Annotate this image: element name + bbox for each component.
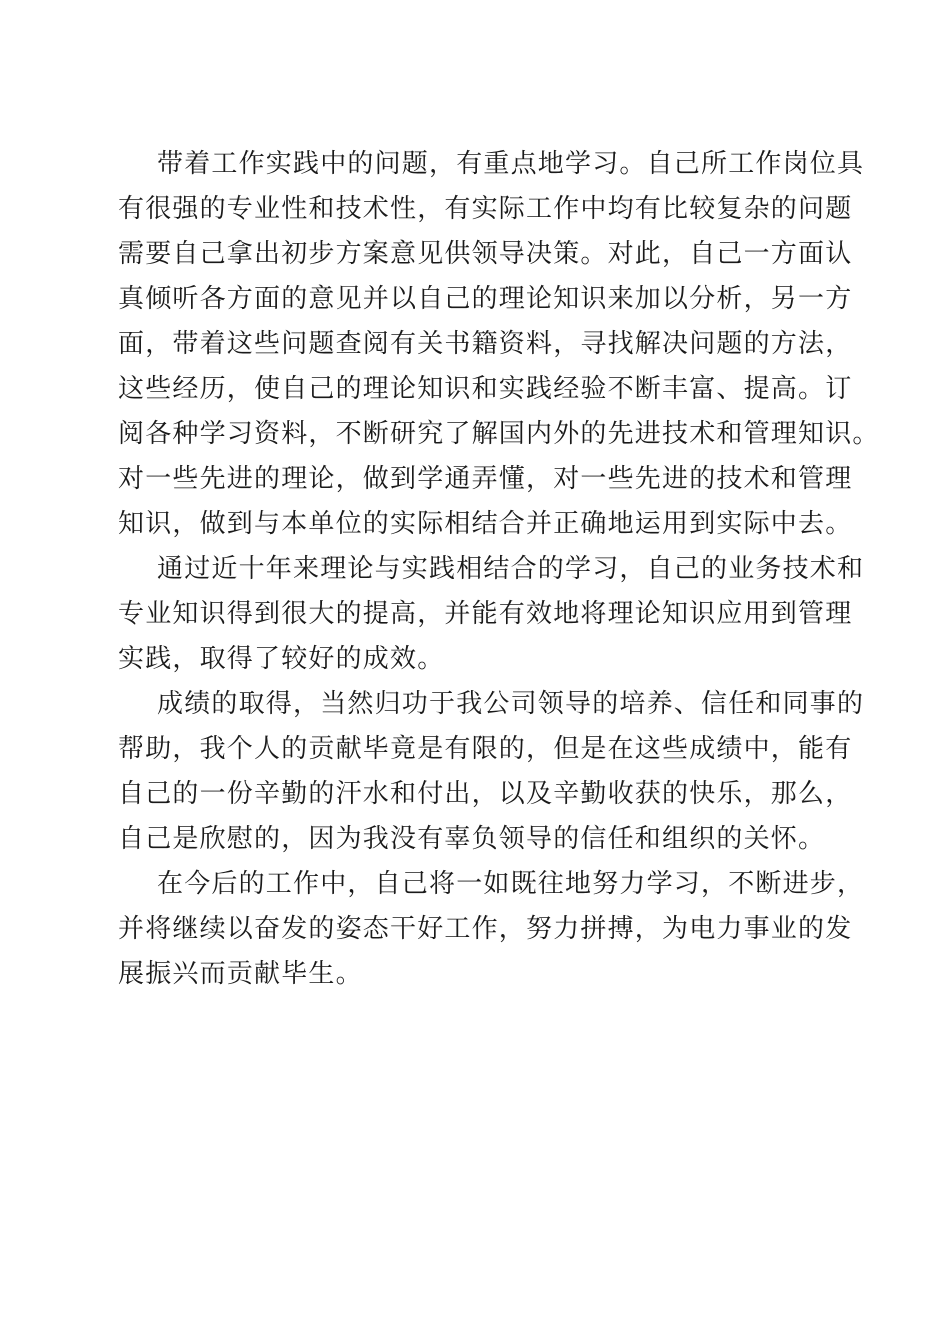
paragraph-1-line-1: 带着工作实践中的问题，有重点地学习。自己所工作岗位具: [157, 149, 865, 179]
paragraph-3-line-2: 帮助，我个人的贡献毕竟是有限的，但是在这些成绩中，能有: [118, 734, 853, 764]
paragraph-1-line-4: 真倾听各方面的意见并以自己的理论知识来加以分析，另一方: [118, 284, 853, 314]
paragraph-3-line-4: 自己是欣慰的，因为我没有辜负领导的信任和组织的关怀。: [118, 824, 826, 854]
document-body: [118, 142, 880, 997]
paragraph-1-line-8: 对一些先进的理论，做到学通弄懂，对一些先进的技术和管理: [118, 464, 853, 494]
paragraph-1-line-2: 有很强的专业性和技术性，有实际工作中均有比较复杂的问题: [118, 194, 853, 224]
paragraph-1-line-3: 需要自己拿出初步方案意见供领导决策。对此，自己一方面认: [118, 239, 853, 269]
paragraph-1-line-5: 面，带着这些问题查阅有关书籍资料，寻找解决问题的方法，: [118, 329, 853, 359]
paragraph-1-line-9: 知识，做到与本单位的实际相结合并正确地运用到实际中去。: [118, 509, 853, 539]
paragraph-4-line-3: 展振兴而贡献毕生。: [118, 959, 363, 989]
paragraph-2-line-2: 专业知识得到很大的提高，并能有效地将理论知识应用到管理: [118, 599, 853, 629]
paragraph-3-line-3: 自己的一份辛勤的汗水和付出，以及辛勤收获的快乐，那么，: [118, 779, 853, 809]
paragraph-2-line-1: 通过近十年来理论与实践相结合的学习，自己的业务技术和: [157, 554, 865, 584]
paragraph-3-line-1: 成绩的取得，当然归功于我公司领导的培养、信任和同事的: [157, 689, 865, 719]
paragraph-4-line-1: 在今后的工作中，自己将一如既往地努力学习，不断进步，: [157, 869, 865, 899]
paragraph-4-line-2: 并将继续以奋发的姿态干好工作，努力拼搏，为电力事业的发: [118, 914, 853, 944]
paragraph-1-line-6: 这些经历，使自己的理论知识和实践经验不断丰富、提高。订: [118, 374, 853, 404]
paragraph-1-line-7: 阅各种学习资料，不断研究了解国内外的先进技术和管理知识。: [118, 419, 880, 449]
paragraph-2-line-3: 实践，取得了较好的成效。: [118, 644, 445, 674]
